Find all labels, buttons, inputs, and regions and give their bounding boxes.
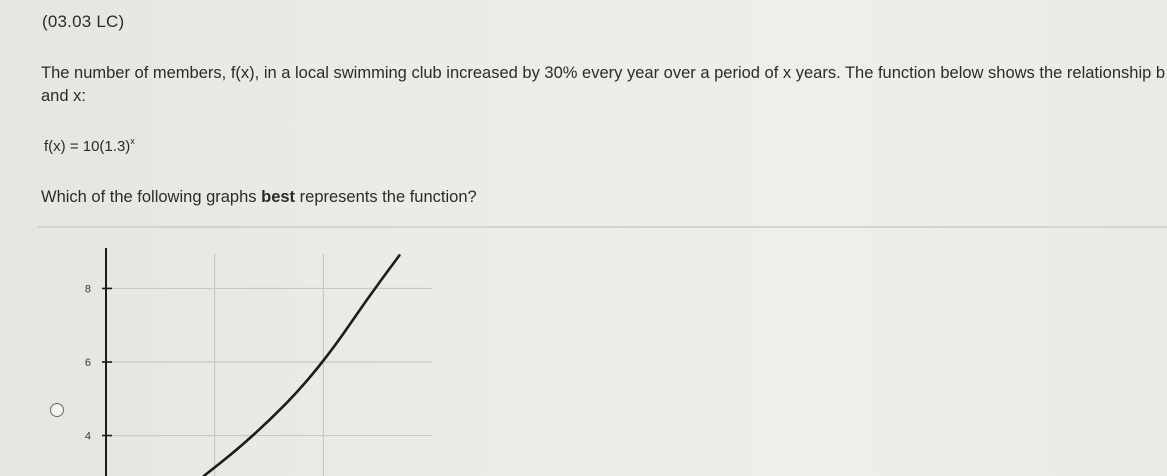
answer-graph [72,240,442,476]
y-tick-label-6: 6 [84,357,91,369]
answer-option-radio[interactable] [50,403,64,417]
divider [38,226,1167,228]
question-stem-line1: The number of members, f(x), in a local swimming club increased by 30% every year over a period of x years. The function below shows the relationship b [41,64,1166,82]
equation-base: f(x) = 10(1.3) [44,138,131,155]
question-stem-line2: and x: [41,87,86,105]
y-tick-label-4: 4 [84,430,91,443]
graph-ticks [85,283,112,442]
question-prompt [41,188,477,207]
function-equation [44,136,135,155]
graph-grid [106,254,432,476]
prompt-emphasis: best [261,188,296,206]
y-tick-label-8: 8 [84,283,91,296]
prompt-text-after: represents the function? [295,188,477,206]
prompt-text-before: Which of the following graphs [41,188,262,206]
equation-exponent: x [130,136,135,146]
question-id: (03.03 LC) [42,12,125,31]
